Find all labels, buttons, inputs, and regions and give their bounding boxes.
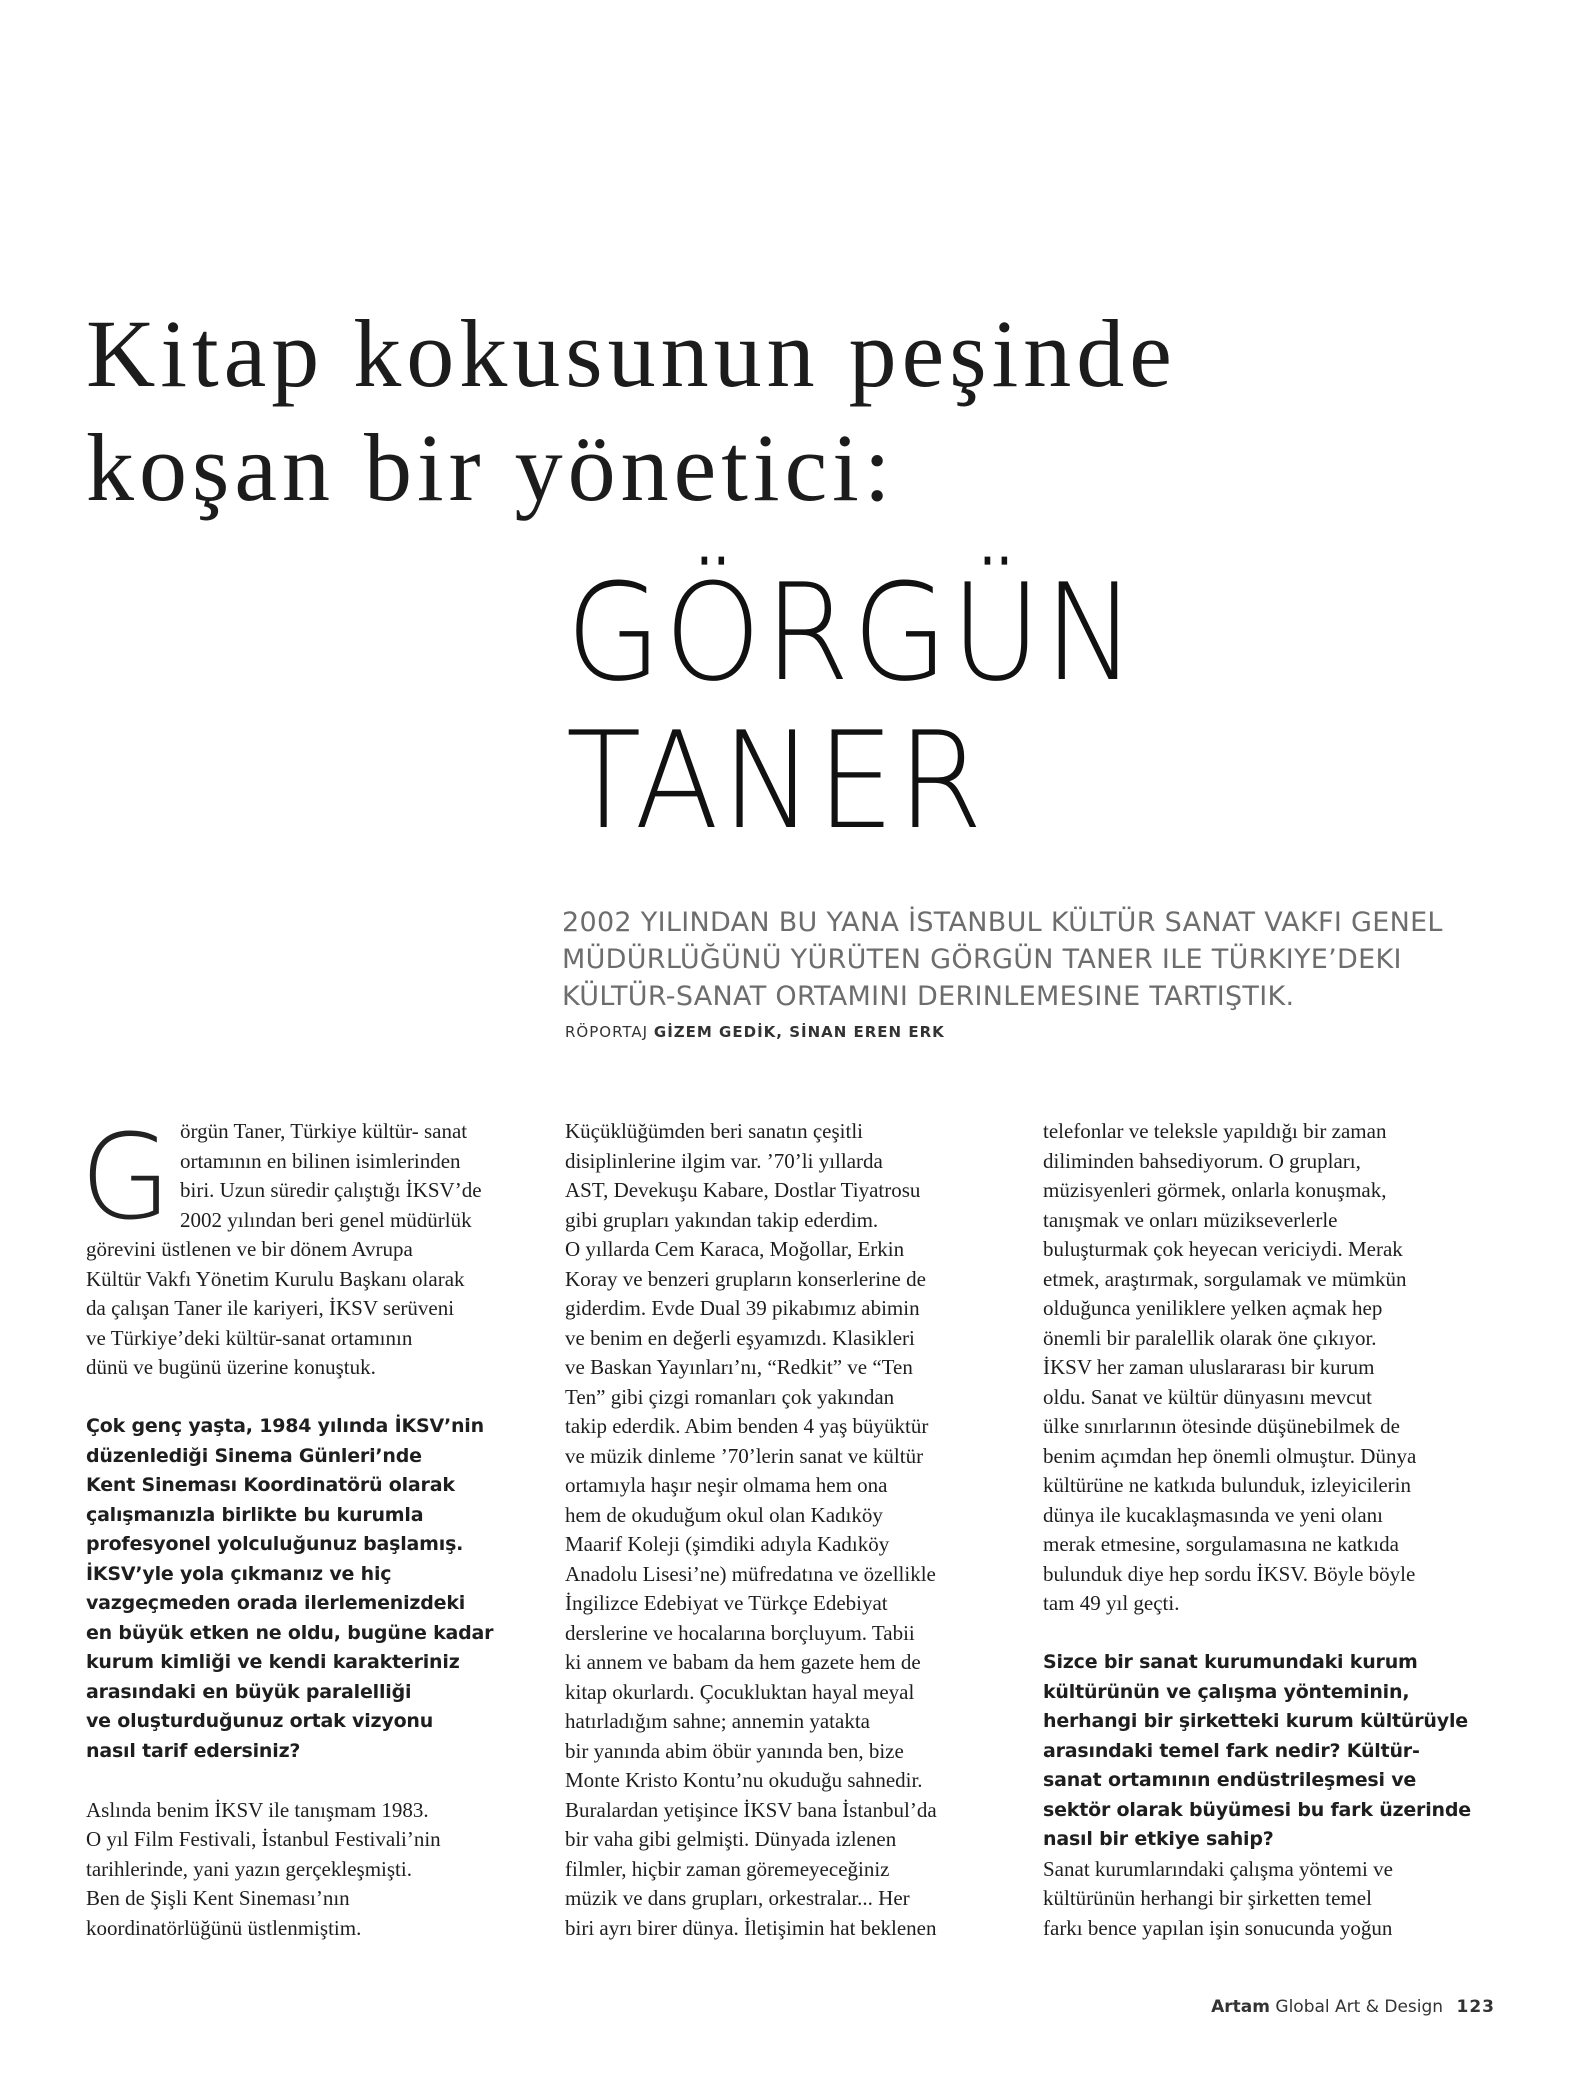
text-line: Buralardan yetişince İKSV bana İstanbul’da [565, 1797, 937, 1822]
interview-answer [1043, 1117, 1498, 1619]
question-line: nasıl bir etkiye sahip? [1043, 1828, 1274, 1850]
question-line: arasındaki temel fark nedir? Kültür- [1043, 1739, 1420, 1762]
byline-label: RÖPORTAJ [565, 1023, 649, 1041]
text-line: müzisyenleri görmek, onlarla konuşmak, [1043, 1178, 1387, 1202]
text-line: ve Türkiye’deki kültür-sanat ortamının [86, 1325, 413, 1350]
article-column-2 [565, 1117, 1020, 1943]
text-line: filmler, hiçbir zaman göremeyeceğiniz [565, 1856, 890, 1881]
article-column-1 [80, 1108, 541, 1943]
question-line: herhangi bir şirketteki kurum kültürüyle [1043, 1710, 1468, 1732]
text-line: da çalışan Taner ile kariyeri, İKSV serüveni [86, 1296, 455, 1320]
text-line: buluşturmak çok heyecan vericiydi. Merak [1043, 1237, 1403, 1261]
text-line: tarihlerinde, yani yazın gerçekleşmişti. [86, 1856, 412, 1881]
text-line: Ten” gibi çizgi romanları çok yakından [565, 1384, 895, 1409]
text-line: bulunduk diye hep sordu İKSV. Böyle böyle [1043, 1561, 1416, 1586]
magazine-tagline: Global Art & Design [1275, 1997, 1444, 2017]
text-line: ortamının en bilinen isimlerinden [180, 1148, 461, 1173]
question-line: ve oluşturduğunuz ortak vizyonu [86, 1710, 434, 1732]
text-line: tam 49 yıl geçti. [1043, 1591, 1180, 1615]
text-line: ortamıyla haşır neşir olmama hem ona [565, 1473, 888, 1497]
text-line: hem de okuduğum okul olan Kadıköy [565, 1502, 883, 1527]
text-line: Anadolu Lisesi’ne) müfredatına ve özellikle [565, 1561, 936, 1586]
interview-question [1043, 1648, 1498, 1855]
text-line: müzik ve dans grupları, orkestralar... Her [565, 1886, 910, 1910]
text-line: oldu. Sanat ve kültür dünyasını mevcut [1043, 1384, 1372, 1409]
text-line: O yıl Film Festivali, İstanbul Festivali’nin [86, 1827, 441, 1851]
interviewee-name-line-1: GÖRGÜN [566, 555, 1139, 711]
magazine-brand: Artam [1211, 1997, 1270, 2017]
text-line: dünü ve bugünü üzerine konuştuk. [86, 1355, 376, 1379]
question-line: arasındaki en büyük paralelliği [86, 1680, 412, 1703]
question-line: kurum kimliği ve kendi karakteriniz [86, 1651, 460, 1673]
article-column-3 [1043, 1117, 1498, 1943]
text-line: Maarif Koleji (şimdiki adıyla Kadıköy [565, 1532, 890, 1556]
question-line: vazgeçmeden orada ilerlemenizdeki [86, 1592, 466, 1614]
question-line: kültürünün ve çalışma yönteminin, [1043, 1680, 1410, 1703]
page-footer [1100, 1997, 1495, 2017]
byline [565, 1023, 945, 1041]
interview-answer [86, 1796, 541, 1944]
text-line: bir yanında abim öbür yanında ben, bize [565, 1738, 904, 1763]
text-line: O yıllarda Cem Karaca, Moğollar, Erkin [565, 1237, 905, 1261]
question-line: profesyonel yolculuğunuz başlamış. [86, 1533, 464, 1555]
text-line: etmek, araştırmak, sorgulamak ve mümkün [1043, 1266, 1407, 1291]
standfirst-line: KÜLTÜR-SANAT ORTAMINI DERINLEMESINE TARTIŞTIK. [562, 981, 1295, 1012]
question-line: Çok genç yaşta, 1984 yılında İKSV’nin [86, 1415, 484, 1437]
text-line: olduğunca yeniliklere yelken açmak hep [1043, 1296, 1383, 1320]
headline-line-1: Kitap kokusunun peşinde [86, 300, 1177, 407]
text-line: ve Baskan Yayınları’nı, “Redkit” ve “Ten [565, 1355, 913, 1379]
text-line: AST, Devekuşu Kabare, Dostlar Tiyatrosu [565, 1178, 921, 1202]
text-line: ülke sınırlarının ötesinde düşünebilmek de [1043, 1414, 1400, 1438]
text-line: bir vaha gibi gelmişti. Dünyada izlenen [565, 1827, 897, 1851]
text-line: hatırladığım sahne; annemin yatakta [565, 1709, 870, 1733]
standfirst-line: 2002 YILINDAN BU YANA İSTANBUL KÜLTÜR SANAT VAKFI GENEL [562, 907, 1443, 938]
text-line: farkı bence yapılan işin sonucunda yoğun [1043, 1915, 1393, 1940]
text-line: Koray ve benzeri grupların konserlerine de [565, 1266, 926, 1291]
question-line: sanat ortamının endüstrileşmesi ve [1043, 1769, 1417, 1791]
text-line: biri. Uzun süredir çalıştığı İKSV’de [180, 1178, 482, 1202]
text-line: giderdim. Evde Dual 39 pikabımız abimin [565, 1296, 920, 1320]
question-line: Kent Sineması Koordinatörü olarak [86, 1474, 455, 1496]
text-line: ki annem ve babam da hem gazete hem de [565, 1650, 921, 1674]
question-line: İKSV’yle yola çıkmanız ve hiç [86, 1562, 392, 1585]
text-line: önemli bir paralellik olarak öne çıkıyor. [1043, 1325, 1377, 1350]
standfirst [562, 904, 1502, 1015]
text-line: kitap okurlardı. Çocukluktan hayal meyal [565, 1679, 915, 1704]
text-line: koordinatörlüğünü üstlenmiştim. [86, 1915, 362, 1940]
text-line: Monte Kristo Kontu’nu okuduğu sahnedir. [565, 1768, 923, 1792]
text-line: takip ederdik. Abim benden 4 yaş büyüktür [565, 1414, 929, 1438]
text-line: tanışmak ve onları müzikseverlerle [1043, 1207, 1338, 1232]
text-line: derslerine ve hocalarına borçluyum. Tabii [565, 1620, 915, 1645]
text-line: kültürünün herhangi bir şirketten temel [1043, 1886, 1372, 1910]
interview-question [86, 1412, 541, 1766]
text-line: telefonlar ve teleksle yapıldığı bir zaman [1043, 1119, 1387, 1143]
text-line: disiplinlerine ilgim var. ’70’li yıllarda [565, 1148, 883, 1173]
text-line: Ben de Şişli Kent Sineması’nın [86, 1886, 350, 1910]
question-line: düzenlediği Sinema Günleri’nde [86, 1444, 422, 1467]
text-line: ve benim en değerli eşyamızdı. Klasikleri [565, 1325, 915, 1350]
text-line: Küçüklüğümden beri sanatın çeşitli [565, 1119, 864, 1143]
question-line: Sizce bir sanat kurumundaki kurum [1043, 1651, 1418, 1673]
text-line: dünya ile kucaklaşmasında ve yeni olanı [1043, 1502, 1383, 1527]
intro-paragraph [80, 1108, 541, 1383]
byline-names: GİZEM GEDİK, SİNAN EREN ERK [653, 1023, 945, 1041]
text-line: Kültür Vakfı Yönetim Kurulu Başkanı olarak [86, 1266, 465, 1291]
text-line: gibi grupları yakından takip ederdim. [565, 1207, 879, 1232]
text-line: ve müzik dinleme ’70’lerin sanat ve kültür [565, 1443, 924, 1468]
text-line: diliminden bahsediyorum. O grupları, [1043, 1148, 1361, 1173]
interview-answer [1043, 1855, 1498, 1944]
text-line: İngilizce Edebiyat ve Türkçe Edebiyat [565, 1591, 888, 1615]
standfirst-line: MÜDÜRLÜĞÜNÜ YÜRÜTEN GÖRGÜN TANER ILE TÜRKIYE’DEKI [562, 944, 1402, 975]
text-line: örgün Taner, Türkiye kültür- sanat [180, 1119, 468, 1143]
text-line: merak etmesine, sorgulamasına ne katkıda [1043, 1532, 1399, 1556]
text-line: görevini üstlenen ve bir dönem Avrupa [86, 1237, 413, 1261]
question-line: nasıl tarif edersiniz? [86, 1739, 301, 1762]
question-line: en büyük etken ne oldu, bugüne kadar [86, 1621, 494, 1644]
drop-cap: G [80, 1108, 172, 1246]
text-line: Sanat kurumlarındaki çalışma yöntemi ve [1043, 1856, 1393, 1881]
text-line: kültürüne ne katkıda bulunduk, izleyicilerin [1043, 1473, 1411, 1497]
text-line: biri ayrı birer dünya. İletişimin hat beklenen [565, 1915, 937, 1940]
text-line: 2002 yılından beri genel müdürlük [180, 1207, 472, 1232]
page-number: 123 [1456, 1997, 1495, 2017]
text-line: İKSV her zaman uluslararası bir kurum [1043, 1355, 1375, 1379]
text-line: benim açımdan hep önemli olmuştur. Dünya [1043, 1443, 1417, 1468]
interviewee-name-line-2: TANER [566, 703, 986, 859]
text-line: Aslında benim İKSV ile tanışmam 1983. [86, 1797, 429, 1822]
headline-line-2: koşan bir yönetici: [86, 414, 896, 521]
question-line: sektör olarak büyümesi bu fark üzerinde [1043, 1798, 1471, 1821]
question-line: çalışmanızla birlikte bu kurumla [86, 1503, 424, 1526]
